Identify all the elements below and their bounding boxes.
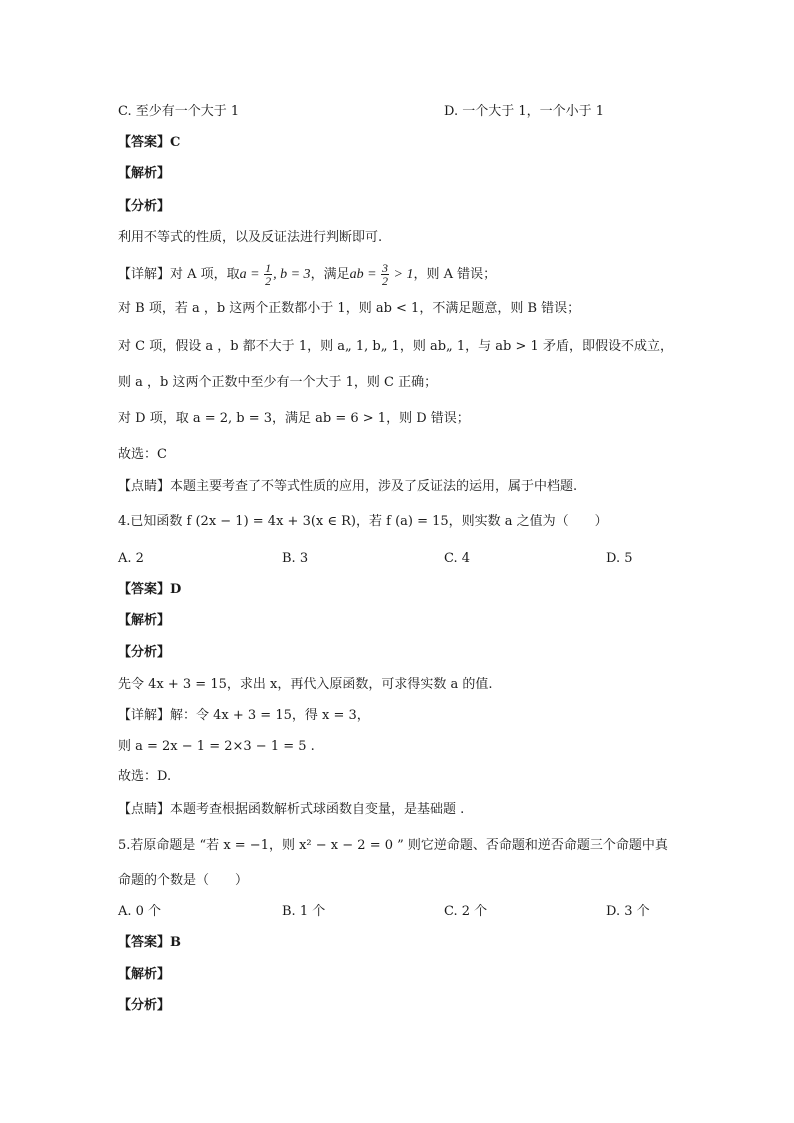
q4-option-b: B. 3 [282,551,309,566]
q4-option-c: C. 4 [444,551,471,566]
q3-detail-a-math2: , b = 3 [273,267,311,282]
fraction-numerator: 3 [382,261,389,275]
q4-option-d: D. 5 [606,551,633,566]
fraction-denominator: 2 [265,274,272,288]
q3-option-d: D. 一个大于 1，一个小于 1 [444,104,605,119]
q5-option-a: A. 0 个 [118,904,162,919]
fraction-three-halves [381,262,389,287]
q5-answer: 【答案】B [118,935,181,950]
q5-option-b: B. 1 个 [282,904,326,919]
q4-fenxi-heading: 【分析】 [118,645,171,660]
q3-detail-a-suffix: ，则 A 错误； [413,267,497,282]
q3-option-c: C. 至少有一个大于 1 [118,104,240,119]
fraction-one-half [264,262,272,287]
q4-analysis: 先令 4x + 3 = 15，求出 x，再代入原函数，可求得实数 a 的值. [118,677,493,692]
q4-answer: 【答案】D [118,582,182,597]
fraction-numerator: 1 [265,261,272,275]
q3-detail-b: 对 B 项，若 a ，b 这两个正数都小于 1，则 ab < 1，不满足题意，则 B 错误； [118,301,581,316]
q4-comment: 【点睛】本题考查根据函数解析式球函数自变量，是基础题 . [118,802,465,817]
fraction-denominator: 2 [382,274,389,288]
q5-fenxi-heading: 【分析】 [118,998,171,1013]
q4-detail-2: 则 a = 2x − 1 = 2×3 − 1 = 5 . [118,739,315,754]
q3-detail-a-math4: > 1 [390,267,414,282]
q3-detail-a-mid: ，满足 [310,267,350,282]
q3-detail-a [118,262,496,287]
q3-detail-d: 对 D 项，取 a = 2, b = 3，满足 ab = 6 > 1，则 D 错误； [118,411,470,426]
q3-detail-a-prefix: 【详解】对 A 项，取 [118,267,240,282]
q3-comment: 【点睛】本题主要考查了不等式性质的应用，涉及了反证法的运用，属于中档题. [118,479,578,494]
q5-jiexi-heading: 【解析】 [118,967,171,982]
q3-fenxi-heading: 【分析】 [118,199,171,214]
q3-detail-c1: 对 C 项，假设 a ，b 都不大于 1，则 a„ 1, b„ 1，则 ab„ 1，与 ab > 1 矛盾，即假设不成立， [118,339,673,354]
q5-option-c: C. 2 个 [444,904,488,919]
q3-choose: 故选：C [118,447,167,462]
q5-option-d: D. 3 个 [606,904,650,919]
q3-detail-a-math3: ab = [349,267,381,282]
q5-stem-line2: 命题的个数是（ ） [118,873,249,888]
q3-analysis: 利用不等式的性质，以及反证法进行判断即可. [118,230,383,245]
q3-answer: 【答案】C [118,135,181,150]
q4-choose: 故选：D. [118,769,172,784]
q4-jiexi-heading: 【解析】 [118,613,171,628]
q3-jiexi-heading: 【解析】 [118,166,171,181]
q4-option-a: A. 2 [118,551,144,566]
q4-detail-1: 【详解】解：令 4x + 3 = 15，得 x = 3， [118,708,370,723]
q5-stem-line1: 5.若原命题是 “若 x = −1，则 x² − x − 2 = 0 ” 则它逆命题、否命题和逆否命题三个命题中真 [118,838,668,853]
q4-stem: 4.已知函数 f (2x − 1) = 4x + 3(x ∈ R)，若 f (a) = 15，则实数 a 之值为（ ） [118,514,608,529]
q3-detail-a-math: a = [239,267,264,282]
q3-detail-c2: 则 a ，b 这两个正数中至少有一个大于 1，则 C 正确； [118,375,438,390]
